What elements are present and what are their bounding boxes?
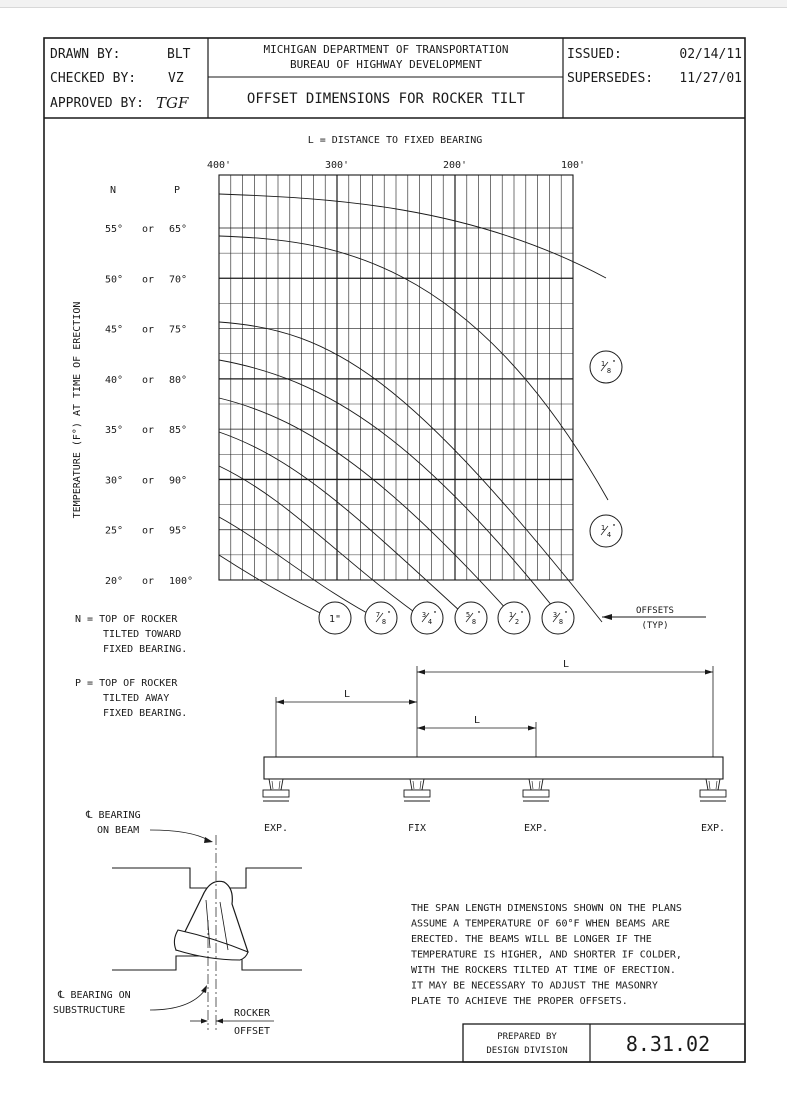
offset-curve-5	[219, 432, 472, 622]
supersedes-date: 11/27/01	[679, 71, 742, 86]
svg-text:": "	[563, 610, 569, 618]
approved-by-label: APPROVED BY:	[50, 96, 144, 111]
bearing-on-beam-line1: ℄ BEARING	[86, 810, 141, 821]
svg-text:": "	[519, 610, 525, 618]
offset-circle-bottom-4	[498, 602, 530, 634]
legend-p-line-2: TILTED AWAY	[103, 693, 170, 704]
col-p-header: P	[173, 185, 181, 196]
note-line-4: WITH THE ROCKERS TILTED AT TIME OF ERECTION.	[411, 965, 676, 976]
bearing-1	[404, 779, 430, 834]
note-line-2: ERECTED. THE BEAMS WILL BE LONGER IF THE	[411, 934, 652, 945]
offset-circle-right-1	[590, 515, 622, 547]
svg-text:4: 4	[427, 618, 433, 626]
offset-labels-bottom	[319, 602, 574, 634]
offset-circle-right-0	[590, 351, 622, 383]
temp-or-6: or	[141, 525, 155, 537]
legend-n-line-3: FIXED BEARING.	[103, 644, 188, 655]
temp-p-1: 70°	[169, 274, 188, 286]
rocker-detail	[53, 810, 302, 1037]
svg-text:1: 1	[508, 611, 514, 619]
distance-ticks	[207, 160, 585, 171]
rocker-offset-line1: ROCKER	[233, 1008, 271, 1019]
bearing-label-0: EXP.	[263, 823, 289, 834]
svg-text:5: 5	[465, 611, 471, 619]
temp-p-4: 85°	[169, 425, 188, 437]
offset-labels-right	[590, 351, 622, 547]
temp-p-2: 75°	[169, 324, 188, 336]
distance-axis-label: L = DISTANCE TO FIXED BEARING	[307, 135, 483, 146]
temp-n-1: 50°	[104, 274, 123, 286]
prepared-by-line1: PREPARED BY	[497, 1032, 557, 1042]
drawing-title: OFFSET DIMENSIONS FOR ROCKER TILT	[246, 91, 526, 107]
offset-curve-0	[219, 194, 606, 278]
svg-text:1: 1	[600, 524, 606, 532]
svg-text:1: 1	[600, 360, 606, 368]
offset-curve-6	[219, 466, 428, 622]
bearing-label-1: FIX	[407, 823, 427, 834]
span-label-long: L	[562, 659, 570, 670]
svg-text:2: 2	[514, 618, 520, 626]
svg-text:": "	[386, 610, 392, 618]
svg-text:1": 1"	[328, 614, 342, 625]
prepared-by-line2: DESIGN DIVISION	[486, 1046, 568, 1056]
temp-or-1: or	[141, 274, 155, 286]
temp-or-3: or	[141, 374, 155, 386]
masonry-plate	[112, 956, 302, 970]
agency-line-1: MICHIGAN DEPARTMENT OF TRANSPORTATION	[263, 43, 509, 56]
chart-grid	[219, 175, 573, 580]
rocker-offset-line2: OFFSET	[233, 1026, 271, 1037]
sheet-number: 8.31.02	[625, 1032, 711, 1056]
prepared-by-block	[463, 1024, 745, 1062]
note-line-5: IT MAY BE NECESSARY TO ADJUST THE MASONRY	[411, 980, 658, 992]
temperature-axis-label: TEMPERATURE (F°) AT TIME OF ERECTION	[72, 301, 83, 519]
issued-label: ISSUED:	[567, 47, 622, 62]
legend-p-line-1: P = TOP OF ROCKER	[75, 678, 178, 689]
offset-chart	[72, 135, 706, 634]
temp-or-4: or	[141, 425, 155, 437]
bearing-label-2: EXP.	[523, 823, 549, 834]
checked-by-label: CHECKED BY:	[50, 71, 137, 86]
drawn-by-label: DRAWN BY:	[50, 47, 121, 62]
temp-n-0: 55°	[104, 224, 123, 235]
offset-curve-2	[219, 322, 602, 622]
offset-circle-bottom-5	[542, 602, 574, 634]
checked-by-value: VZ	[168, 71, 184, 86]
temp-n-6: 25°	[104, 525, 123, 537]
offsets-callout-line1: OFFSETS	[636, 606, 674, 616]
issued-date: 02/14/11	[679, 47, 742, 62]
temp-n-7: 20°	[104, 576, 123, 587]
note-line-0: THE SPAN LENGTH DIMENSIONS SHOWN ON THE PLANS	[411, 903, 682, 914]
temp-p-5: 90°	[169, 475, 188, 487]
offset-circle-bottom-2	[411, 602, 443, 634]
offset-circle-bottom-0	[319, 602, 351, 634]
svg-text:": "	[611, 523, 617, 531]
drawn-by-value: BLT	[167, 47, 191, 62]
approved-by-signature: TGF	[156, 94, 189, 112]
legend-p-line-3: FIXED BEARING.	[103, 708, 188, 719]
legend	[75, 614, 187, 719]
legend-n-line-2: TILTED TOWARD	[103, 629, 182, 640]
beam	[264, 757, 723, 779]
svg-text:8: 8	[471, 618, 477, 626]
span-label-left: L	[343, 689, 351, 700]
distance-tick-3: 100'	[560, 160, 586, 171]
svg-text:3: 3	[421, 611, 427, 619]
svg-text:8: 8	[381, 618, 387, 626]
distance-tick-1: 300'	[324, 160, 350, 171]
beam-diagram	[263, 659, 726, 834]
svg-text:8: 8	[606, 367, 612, 375]
note-line-3: TEMPERATURE IS HIGHER, AND SHORTER IF COLDER,	[411, 949, 682, 961]
offset-curve-3	[219, 360, 565, 622]
temp-p-7: 100°	[169, 576, 194, 587]
bearing-on-beam-line2: ON BEAM	[97, 825, 140, 836]
svg-text:": "	[432, 610, 438, 618]
bearing-0	[263, 779, 289, 834]
distance-tick-2: 200'	[442, 160, 468, 171]
col-n-header: N	[109, 185, 117, 196]
offsets-callout-line2: (TYP)	[641, 621, 669, 631]
bearing-2	[523, 779, 549, 834]
temp-or-2: or	[141, 324, 155, 336]
agency-line-2: BUREAU OF HIGHWAY DEVELOPMENT	[289, 58, 483, 71]
temp-p-0: 65°	[169, 224, 188, 235]
title-block	[44, 38, 745, 118]
svg-text:7: 7	[375, 611, 381, 619]
bearing-on-sub-line1: ℄ BEARING ON	[58, 990, 131, 1001]
svg-text:3: 3	[552, 611, 558, 619]
svg-text:4: 4	[606, 531, 612, 539]
beam-soffit	[112, 868, 302, 888]
bearing-on-sub-line2: SUBSTRUCTURE	[53, 1005, 126, 1016]
offset-circle-bottom-3	[455, 602, 487, 634]
offset-circle-bottom-1	[365, 602, 397, 634]
temp-p-3: 80°	[169, 374, 188, 386]
temp-or-7: or	[141, 576, 155, 587]
temp-n-2: 45°	[104, 324, 123, 336]
svg-text:": "	[476, 610, 482, 618]
svg-text:": "	[611, 359, 617, 367]
temp-n-4: 35°	[104, 425, 123, 437]
note-line-6: PLATE TO ACHIEVE THE PROPER OFFSETS.	[411, 996, 628, 1007]
bearings	[263, 779, 726, 834]
span-label-short: L	[473, 715, 481, 726]
supersedes-label: SUPERSEDES:	[567, 71, 654, 86]
legend-n-line-1: N = TOP OF ROCKER	[75, 614, 178, 625]
offset-curve-4	[219, 398, 518, 622]
temperature-rows	[105, 224, 193, 587]
note-line-1: ASSUME A TEMPERATURE OF 60°F WHEN BEAMS ARE	[411, 918, 670, 930]
span-length-note	[411, 903, 682, 1007]
temp-n-3: 40°	[104, 374, 123, 386]
temp-n-5: 30°	[104, 475, 123, 487]
bearing-3	[700, 779, 726, 834]
temp-or-0: or	[141, 224, 155, 235]
distance-tick-0: 400'	[206, 160, 232, 171]
temp-or-5: or	[141, 475, 155, 487]
svg-text:8: 8	[558, 618, 564, 626]
bearing-label-3: EXP.	[700, 823, 726, 834]
temp-p-6: 95°	[169, 525, 188, 537]
offsets-arrowhead	[602, 614, 612, 620]
